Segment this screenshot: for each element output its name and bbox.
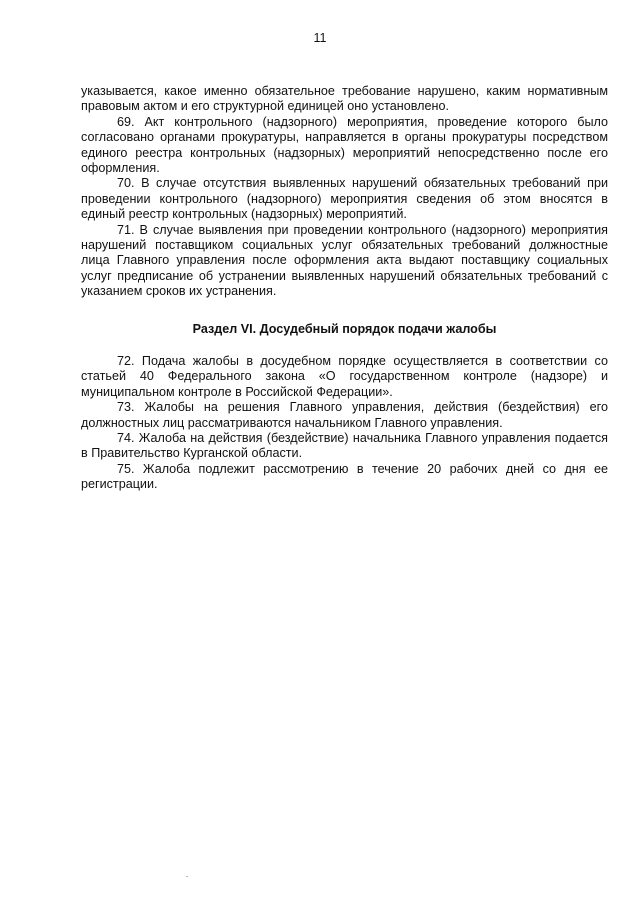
paragraph-70: 70. В случае отсутствия выявленных нарушений обязательных требований при проведении контрольного (надзорного) мероприятия сведения об этом вносятся в единый реестр контрольных (надзорных) мероприятий. (81, 176, 608, 222)
page-number: 11 (313, 31, 327, 45)
paragraph-continuation: указывается, какое именно обязательное требование нарушено, каким нормативным правовым актом и его структурной единицей оно установлено. (81, 84, 608, 114)
paragraph-75: 75. Жалоба подлежит рассмотрению в течение 20 рабочих дней со дня ее регистрации. (81, 461, 608, 492)
paragraph-73: 73. Жалобы на решения Главного управления, действия (бездействия) его должностных лиц рассматриваются начальником Главного управления. (81, 400, 608, 430)
paragraph-69: 69. Акт контрольного (надзорного) мероприятия, проведение которого было согласовано органами прокуратуры, направляется в органы прокуратуры посредством единого реестра контрольных (надзорных) мероприятий непосредственно после его оформления. (81, 114, 608, 176)
paragraph-74: 74. Жалоба на действия (бездействие) начальника Главного управления подается в Правительство Курганской области. (81, 431, 608, 461)
scan-speck (186, 876, 188, 877)
body-text-top (81, 84, 608, 300)
paragraph-71: 71. В случае выявления при проведении контрольного (надзорного) мероприятия нарушений поставщиком социальных услуг обязательных требований должностные лица Главного управления после оформления акта выдают поставщику социальных услуг предписание об устранении выявленных нарушений обязательных требований с указанием сроков их устранения. (81, 222, 608, 299)
paragraph-72: 72. Подача жалобы в досудебном порядке осуществляется в соответствии со статьей 40 Федерального закона «О государственном контроле (надзоре) и муниципальном контроле в Российской Федерации». (81, 354, 608, 399)
section-heading: Раздел VI. Досудебный порядок подачи жалобы (192, 322, 497, 336)
body-text-bottom (81, 354, 608, 493)
